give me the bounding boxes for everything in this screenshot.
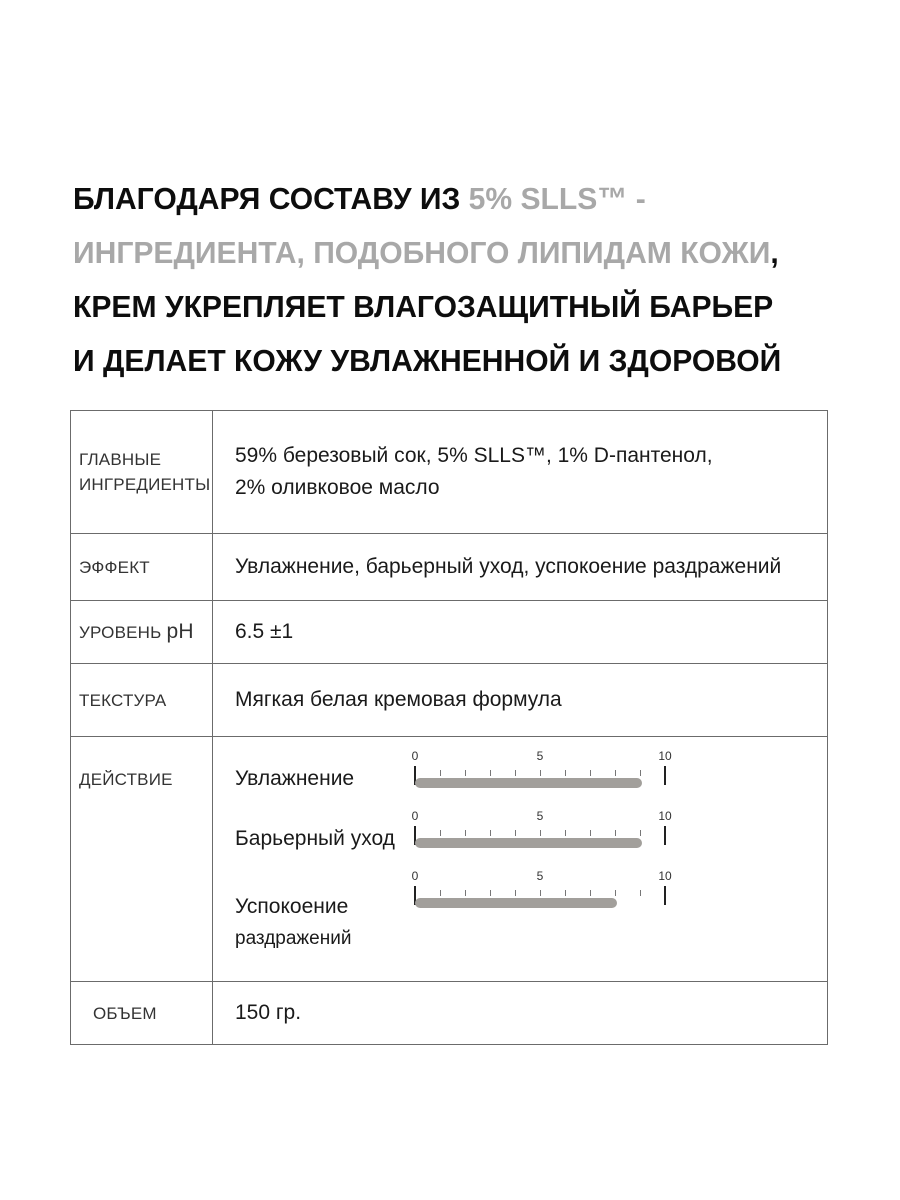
headline-line-1 bbox=[73, 172, 839, 226]
texture-value: Мягкая белая кремовая формула bbox=[213, 664, 828, 737]
action-item-name-line-2: раздражений bbox=[235, 928, 352, 949]
texture-label: ТЕКСТУРА bbox=[71, 664, 213, 737]
ph-value: 6.5 ±1 bbox=[213, 601, 828, 664]
effect-label: ЭФФЕКТ bbox=[71, 534, 213, 601]
scale-tick bbox=[640, 830, 641, 836]
scale-tick bbox=[590, 770, 591, 776]
action-item-name bbox=[235, 891, 351, 955]
action-item-name-line-1: Увлажнение bbox=[235, 767, 355, 790]
headline-line-1-dark: БЛАГОДАРЯ СОСТАВУ ИЗ bbox=[73, 181, 469, 216]
scale-tick-label: 0 bbox=[411, 869, 419, 883]
table-row-ph bbox=[71, 601, 828, 664]
action-label: ДЕЙСТВИЕ bbox=[71, 737, 213, 982]
scale-tick bbox=[540, 770, 541, 776]
scale-end-mark bbox=[664, 826, 666, 845]
scale-tick bbox=[590, 890, 591, 896]
effect-value: Увлажнение, барьерный уход, успокоение раздражений bbox=[213, 534, 828, 601]
scale-tick bbox=[640, 770, 641, 776]
table-row-action bbox=[71, 737, 828, 982]
scale-tick bbox=[615, 770, 616, 776]
ingredients-value bbox=[213, 411, 828, 534]
scale-tick bbox=[515, 890, 516, 896]
scale-tick bbox=[540, 890, 541, 896]
scale-tick-label: 0 bbox=[411, 749, 419, 763]
table-row-ingredients bbox=[71, 411, 828, 534]
scale-tick bbox=[640, 890, 641, 896]
scale-tick bbox=[440, 830, 441, 836]
scale-tick bbox=[515, 830, 516, 836]
headline bbox=[73, 172, 839, 388]
table-row-volume bbox=[71, 982, 828, 1045]
action-scales bbox=[213, 737, 827, 951]
scale-tick bbox=[590, 830, 591, 836]
scale-tick-label: 5 bbox=[536, 869, 544, 883]
headline-line-2-dark: , bbox=[770, 235, 779, 270]
scale-tick bbox=[565, 770, 566, 776]
headline-line-4: И ДЕЛАЕТ КОЖУ УВЛАЖНЕННОЙ И ЗДОРОВОЙ bbox=[73, 343, 782, 378]
scale-tick bbox=[565, 830, 566, 836]
ingredients-value-line-1: 59% березовый сок, 5% SLLS™, 1% D-пантенол, bbox=[235, 444, 713, 467]
scale-tick bbox=[615, 830, 616, 836]
ingredients-value-line-2: 2% оливковое масло bbox=[235, 476, 440, 499]
action-item-name bbox=[235, 763, 354, 795]
scale-tick bbox=[465, 830, 466, 836]
scale-end-mark bbox=[664, 886, 666, 905]
spec-table bbox=[70, 410, 828, 1045]
scale-tick-label: 0 bbox=[411, 809, 419, 823]
action-level-bar bbox=[415, 898, 617, 908]
action-level-bar bbox=[415, 778, 642, 788]
volume-value: 150 гр. bbox=[213, 982, 828, 1045]
volume-label bbox=[71, 982, 213, 1045]
scale-tick-label: 10 bbox=[658, 749, 672, 763]
action-scale bbox=[411, 749, 685, 809]
action-item bbox=[235, 749, 825, 809]
action-item bbox=[235, 809, 825, 869]
scale-tick bbox=[515, 770, 516, 776]
volume-label-text: ОБЪЕМ bbox=[93, 1003, 157, 1023]
scale-tick-label: 10 bbox=[658, 869, 672, 883]
action-scale bbox=[411, 869, 685, 929]
scale-tick bbox=[490, 770, 491, 776]
ph-label bbox=[71, 601, 213, 664]
scale-tick bbox=[565, 890, 566, 896]
scale-tick-label: 5 bbox=[536, 749, 544, 763]
headline-line-2-highlight: ИНГРЕДИЕНТА, ПОДОБНОГО ЛИПИДАМ КОЖИ bbox=[73, 235, 771, 270]
action-value bbox=[213, 737, 828, 982]
action-item-name-line-1: Барьерный уход bbox=[235, 827, 395, 850]
ingredients-label: ГЛАВНЫЕ ИНГРЕДИЕНТЫ bbox=[71, 411, 213, 534]
scale-tick bbox=[465, 770, 466, 776]
scale-tick bbox=[440, 770, 441, 776]
scale-tick bbox=[540, 830, 541, 836]
action-item-name-line-1: Успокоение bbox=[235, 895, 349, 918]
scale-tick-label: 5 bbox=[536, 809, 544, 823]
scale-tick bbox=[440, 890, 441, 896]
scale-end-mark bbox=[664, 766, 666, 785]
action-item-name bbox=[235, 823, 395, 855]
table-row-texture bbox=[71, 664, 828, 737]
action-scale bbox=[411, 809, 685, 869]
headline-line-3: КРЕМ УКРЕПЛЯЕТ ВЛАГОЗАЩИТНЫЙ БАРЬЕР bbox=[73, 289, 774, 324]
ph-label-text: УРОВЕНЬ pH bbox=[79, 620, 194, 643]
scale-tick-label: 10 bbox=[658, 809, 672, 823]
scale-tick bbox=[465, 890, 466, 896]
scale-tick bbox=[615, 890, 616, 896]
table-row-effect bbox=[71, 534, 828, 601]
headline-line-2 bbox=[73, 226, 839, 280]
scale-tick bbox=[490, 890, 491, 896]
action-level-bar bbox=[415, 838, 642, 848]
scale-tick bbox=[490, 830, 491, 836]
action-item bbox=[235, 869, 825, 949]
headline-line-1-highlight: 5% SLLS™ - bbox=[468, 181, 646, 216]
